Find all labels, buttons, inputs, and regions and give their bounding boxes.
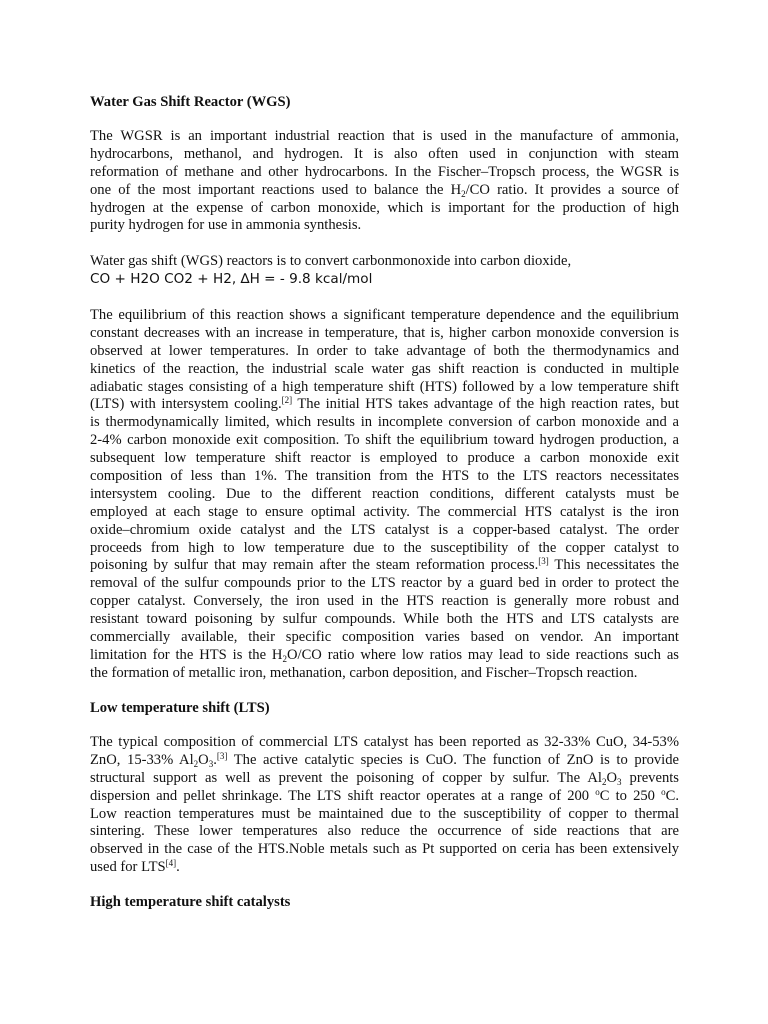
text-line: reformation of methane and other hydrocarbons. In the Fischer–Tropsch process, the WGSR is — [90, 163, 679, 180]
section-heading-lts: Low temperature shift (LTS) — [90, 700, 270, 716]
lts-paragraph — [90, 734, 679, 877]
text-line: hydrocarbons, methanol, and hydrogen. It is also often used in conjunction with steam — [90, 145, 679, 162]
text-line: The WGSR is an important industrial reaction that is used in the manufacture of ammonia, — [90, 128, 679, 144]
text-line: (LTS) with intersystem cooling.[2] The initial HTS takes advantage of the high reaction rates, but — [90, 395, 680, 413]
text-line: the formation of metallic iron, methanation, carbon deposition, and Fischer–Tropsch reaction. — [90, 664, 638, 681]
text-line: Water gas shift (WGS) reactors is to convert carbonmonoxide into carbon dioxide, — [90, 253, 572, 269]
text-line: observed at lower temperatures. In order to take advantage of both the thermodynamics and — [90, 342, 679, 359]
text-line: composition of less than 1%. The transition from the HTS to the LTS reactors necessitates — [90, 468, 679, 485]
text-line: oxide–chromium oxide catalyst and the LTS catalyst is a copper-based catalyst. The order — [90, 521, 679, 538]
text-line: observed in the case of the HTS.Noble metals such as Pt supported on ceria has been extensively — [90, 841, 679, 858]
text-line: constant decreases with an increase in temperature, that is, higher carbon monoxide conversion is — [90, 324, 679, 341]
text-line: commercially available, their specific composition varies based on vendor. An important — [90, 629, 679, 646]
section-heading-hts: High temperature shift catalysts — [90, 894, 291, 910]
text-line: one of the most important reactions used to balance the $H_2/CO$ ratio. It provides a source of — [90, 181, 679, 199]
text-line: dispersion and pellet shrinkage. The LTS shift reactor operates at a range of 200 $^o$C to 250 $^o$C. — [90, 786, 680, 804]
text-line: The equilibrium of this reaction shows a significant temperature dependence and the equilibrium — [90, 307, 679, 323]
page-title: Water Gas Shift Reactor (WGS) — [90, 94, 291, 110]
text-line: limitation for the HTS is the $H_2O/CO$ ratio where low ratios may lead to side reactions such as — [90, 646, 679, 664]
equilibrium-paragraph — [90, 307, 679, 683]
text-line: is thermodynamically limited, which results in incomplete conversion of carbon monoxide and a — [90, 414, 679, 431]
text-line: hydrogen at the expense of carbon monoxide, which is important for the production of high — [90, 199, 679, 216]
text-line: poisoning by sulfur that may remain after the steam reformation process.[3] This necessitates the — [90, 556, 680, 574]
text-line: 2-4% carbon monoxide exit composition. To shift the equilibrium toward hydrogen production, a — [90, 432, 679, 449]
text-line: ZnO, 15-33% $Al_2O_3.[3]$ The active catalytic species is CuO. The function of ZnO is to provide — [90, 750, 679, 769]
text-line: intersystem cooling. Due to the different reaction conditions, different catalysts must be — [90, 485, 679, 502]
text-line: employed at each stage to ensure optimal activity. The commercial HTS catalyst is the iron — [90, 503, 679, 520]
reactor-paragraph — [90, 253, 679, 289]
text-line: kinetics of the reaction, the industrial scale water gas shift reaction is conducted in multiple — [90, 360, 679, 377]
citation-ref: [3] — [216, 750, 228, 761]
text-line: copper catalyst. Conversely, the iron used in the HTS reaction is generally more robust and — [90, 593, 679, 610]
text-line: The typical composition of commercial LTS catalyst has been reported as 32-33% CuO, 34-53% — [90, 734, 679, 750]
text-line: purity hydrogen for use in ammonia synthesis. — [90, 217, 362, 234]
text-line: subsequent low temperature shift reactor is employed to produce a carbon monoxide exit — [90, 450, 679, 467]
citation-ref: [2] — [281, 395, 293, 406]
text-line: Low reaction temperatures must be maintained due to the susceptibility of copper to thermal — [90, 805, 679, 822]
text-line: sintering. These lower temperatures also reduce the occurrence of side reactions that are — [90, 823, 679, 840]
text-line: removal of the sulfur compounds prior to the LTS reactor by a guard bed in order to protect the — [90, 575, 679, 592]
reaction-equation: CO + H2O CO2 + H2, ∆H = - 9.8 kcal/mol — [90, 270, 373, 287]
intro-paragraph — [90, 128, 679, 235]
citation-ref: [3] — [538, 556, 549, 567]
text-line: structural support as well as prevent the poisoning of copper by sulfur. The $Al_2O_3$ prevents — [90, 769, 679, 787]
citation-ref: [4] — [165, 858, 177, 869]
text-line: adiabatic stages consisting of a high temperature shift (HTS) followed by a low temperature shift — [90, 378, 679, 395]
text-line: used for LTS[4]. — [90, 858, 180, 876]
text-line: resistant toward poisoning by sulfur compounds. While both the HTS and LTS catalysts are — [90, 611, 679, 628]
text-line: proceeds from high to low temperature due to the susceptibility of the copper catalyst to — [90, 539, 679, 556]
